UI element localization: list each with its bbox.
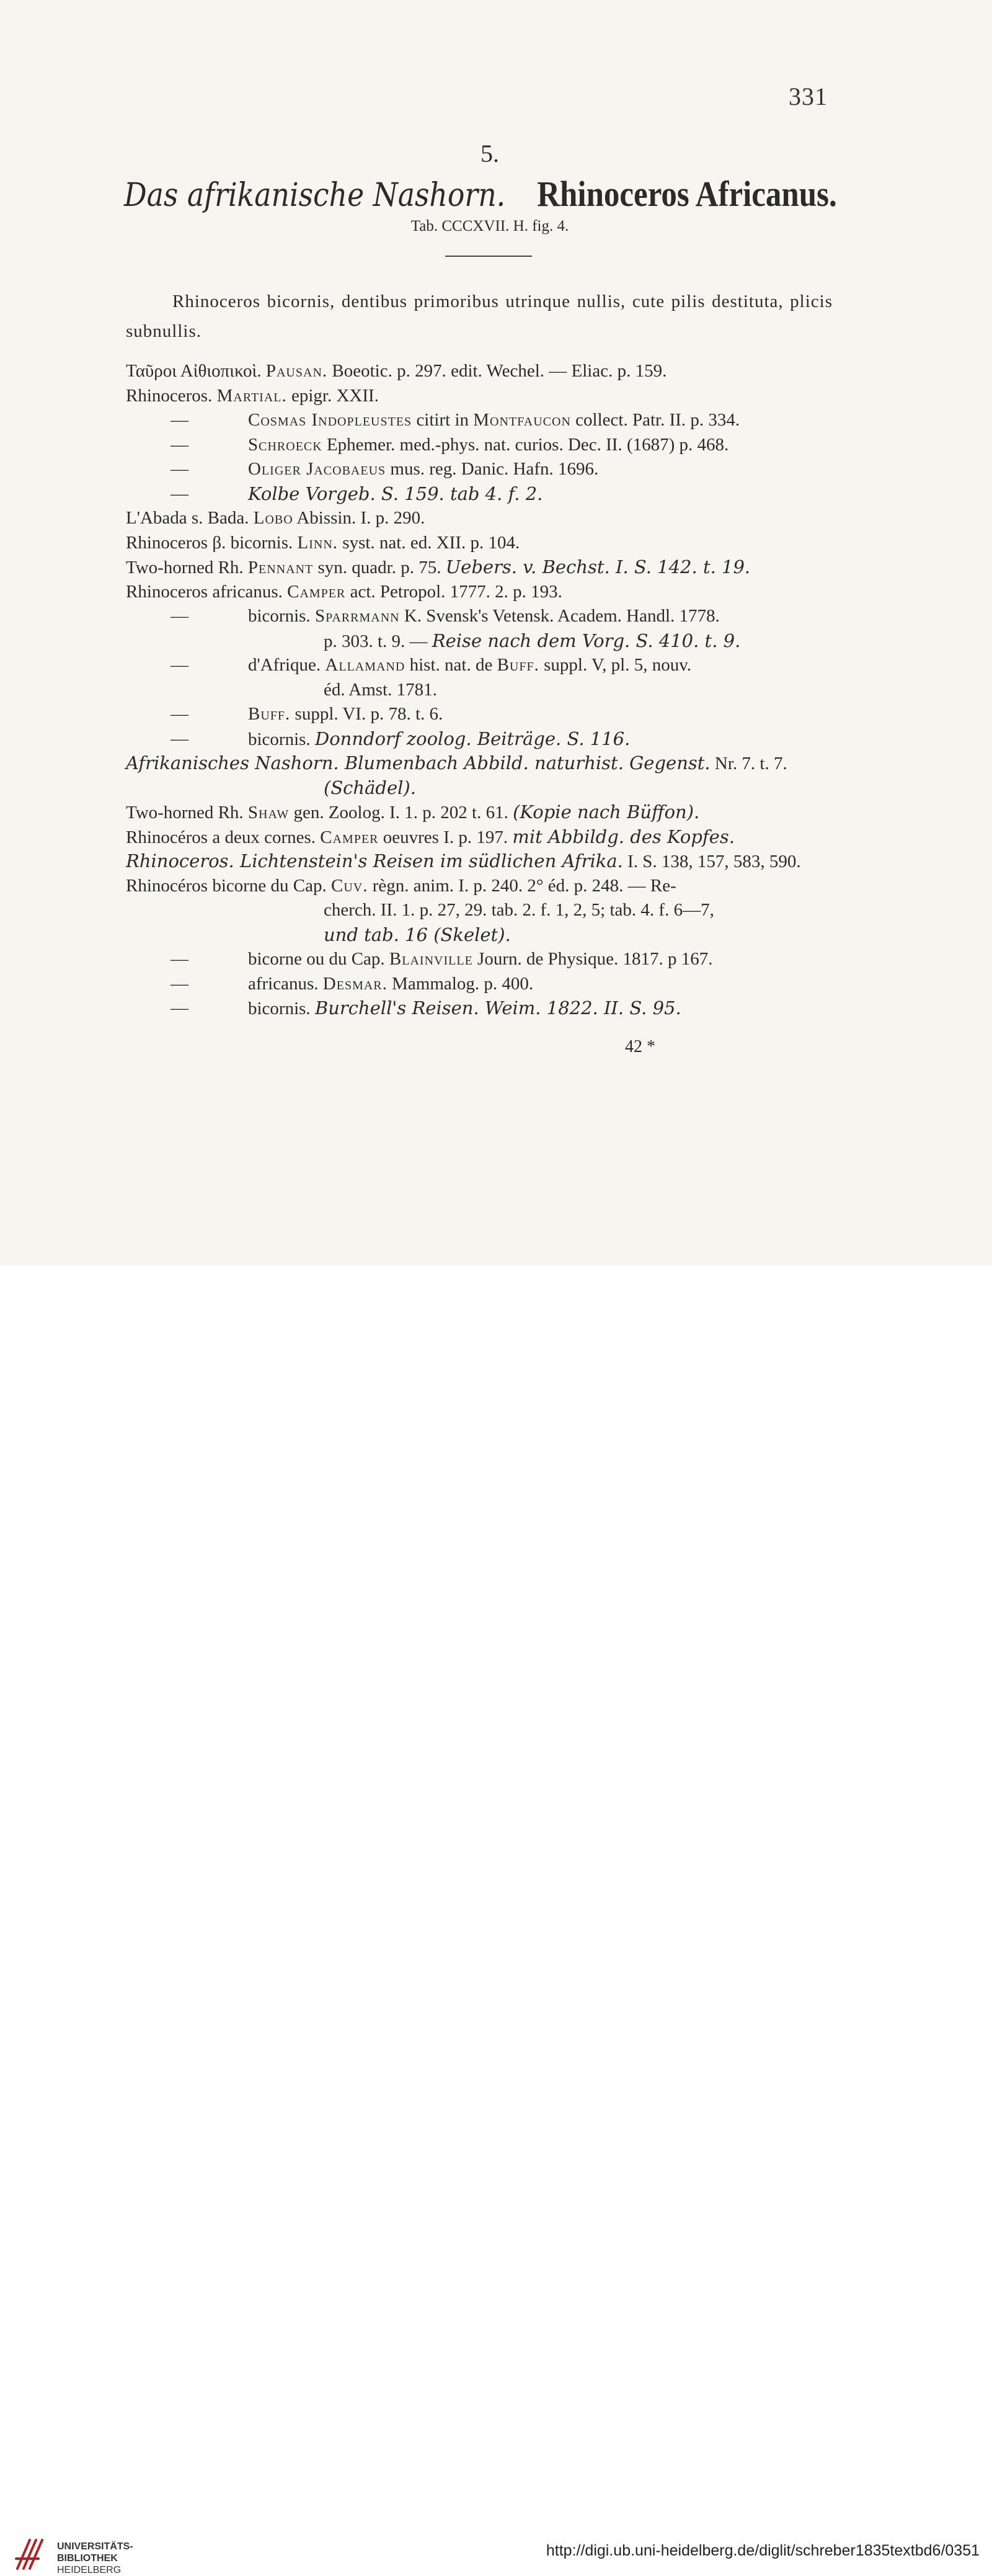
ditto-dash: —: [170, 606, 188, 626]
title-german: Das afrikanische Nashorn.: [124, 177, 506, 214]
footer-bar: [0, 1265, 992, 2575]
entry-text: mus. reg. Danic. Hafn. 1696.: [386, 459, 599, 479]
author-name: Cosmas Indopleustes: [248, 410, 412, 430]
ditto-dash: —: [170, 483, 188, 504]
synonymy-entry: [248, 996, 681, 1021]
author-name: Oliger Jacobaeus: [248, 459, 386, 479]
entry-text: Donndorf zoolog. Beiträge. S. 116.: [314, 728, 631, 749]
entry-text: éd. Amst. 1781.: [324, 679, 437, 700]
author-name: Blainville: [389, 949, 473, 969]
entry-text: Rhinoceros africanus.: [126, 581, 288, 602]
author-name: Pausan.: [265, 361, 328, 381]
entry-text: Uebers. v. Bechst. I. S. 142. t. 19.: [445, 556, 751, 577]
entry-text: suppl. V, pl. 5, nouv.: [539, 655, 692, 675]
entry-text: Journ. de Physique. 1817. p 167.: [472, 949, 713, 969]
ditto-dash: —: [170, 949, 188, 969]
author-name: Martial.: [216, 385, 287, 406]
synonymy-entry: [324, 677, 437, 702]
synonymy-entry: [126, 849, 801, 874]
main-title: [124, 174, 837, 216]
title-latin: Rhinoceros Africanus.: [537, 174, 837, 214]
entry-text: bicornis.: [248, 999, 315, 1018]
entry-text: epigr. XXII.: [286, 385, 379, 406]
entry-text: Two-horned Rh.: [126, 558, 248, 577]
entry-text: citirt in: [412, 410, 474, 430]
author-name: Shaw: [247, 803, 290, 822]
synonymy-entry: [324, 922, 511, 948]
entry-text: suppl. VI. p. 78. t. 6.: [290, 704, 443, 724]
ditto-dash: —: [170, 434, 188, 455]
synonymy-entry: [126, 555, 750, 580]
library-line-2: BIBLIOTHEK: [57, 2553, 118, 2564]
entry-text: Abissin. I. p. 290.: [293, 508, 425, 528]
species-diagnosis: [126, 287, 833, 346]
synonymy-entry: [126, 359, 666, 383]
entry-text: Mammalog. p. 400.: [387, 973, 534, 994]
source-url[interactable]: http://digi.ub.uni-heidelberg.de/diglit/schreber1835textbd6/0351: [546, 2542, 980, 2559]
signature-mark: 42 *: [625, 1037, 655, 1056]
entry-text: syst. nat. ed. XII. p. 104.: [338, 532, 520, 553]
synonymy-entry: [248, 457, 598, 481]
page-number: 331: [789, 82, 828, 110]
library-line-1: UNIVERSITÄTS-: [57, 2541, 133, 2552]
synonymy-entry: [248, 408, 740, 432]
synonymy-entry: [248, 653, 691, 677]
ditto-dash: —: [170, 704, 188, 724]
author-name: Schroeck: [248, 434, 322, 455]
author-name: Camper: [320, 827, 379, 847]
title-rule: [445, 256, 532, 257]
entry-text: africanus.: [248, 973, 323, 994]
synonymy-entry: [126, 579, 562, 604]
entry-text: syn. quadr. p. 75.: [313, 558, 446, 577]
entry-text: Ταῦροι Αἰθιοπικοὶ.: [126, 361, 266, 381]
synonymy-entry: [126, 873, 676, 898]
entry-text: Two-horned Rh.: [126, 803, 248, 822]
synonymy-entry: [324, 628, 740, 654]
entry-text: und tab. 16 (Skelet).: [324, 924, 511, 945]
synonymy-entry: [126, 800, 699, 825]
entry-text: Rhinoceros β. bicornis.: [126, 532, 298, 553]
entry-text: Burchell's Reisen. Weim. 1822. II. S. 95.: [314, 997, 681, 1018]
diagnosis-text: Rhinoceros bicornis, dentibus primoribus utrinque nullis, cute pilis destituta, plicis subnullis.: [126, 292, 833, 341]
author-name: Cuv.: [331, 875, 368, 896]
ditto-dash: —: [170, 973, 188, 994]
entry-text: Afrikanisches Nashorn. Blumenbach Abbild. naturhist. Gegenst.: [126, 752, 711, 773]
synonymy-entry: [248, 726, 630, 752]
entry-text: Rhinocéros bicorne du Cap.: [126, 875, 332, 896]
section-number: 5.: [480, 140, 499, 167]
library-name: [57, 2541, 133, 2576]
entry-text: bicorne ou du Cap.: [248, 949, 389, 969]
entry-text: (Kopie nach Büffon).: [513, 801, 700, 822]
entry-text: Kolbe Vorgeb. S. 159. tab 4. f. 2.: [248, 483, 543, 504]
author-name: Camper: [287, 581, 346, 602]
entry-text: cherch. II. 1. p. 27, 29. tab. 2. f. 1, 2, 5; tab. 4. f. 6—7,: [324, 900, 714, 920]
synonymy-entry: [248, 702, 443, 726]
entry-text: Ephemer. med.-phys. nat. curios. Dec. II. (1687) p. 468.: [322, 434, 729, 455]
entry-text: Rhinoceros.: [126, 385, 217, 406]
synonymy-entry: [248, 971, 533, 996]
author-name: Pennant: [247, 558, 314, 577]
entry-text: p. 303. t. 9. —: [324, 631, 432, 651]
entry-text: L'Abada s. Bada.: [126, 508, 254, 528]
library-logo-icon: [11, 2534, 51, 2574]
entry-text: hist. nat. de: [405, 655, 497, 675]
plate-reference: Tab. CCCXVII. H. fig. 4.: [410, 218, 569, 234]
author-name: Buff.: [497, 655, 539, 675]
library-line-3: HEIDELBERG: [57, 2565, 122, 2575]
synonymy-entry: [126, 824, 735, 850]
synonymy-entry: [126, 530, 520, 555]
author-name: Buff.: [248, 704, 291, 724]
ditto-dash: —: [170, 655, 188, 675]
entry-text: mit Abbildg. des Kopfes.: [512, 826, 735, 847]
entry-text: Boeotic. p. 297. edit. Wechel. — Eliac. p. 159.: [327, 361, 667, 381]
synonymy-entry: [126, 751, 787, 776]
scanned-page: [0, 0, 992, 1265]
entry-text: (Schädel).: [324, 777, 416, 798]
entry-text: collect. Patr. II. p. 334.: [570, 410, 740, 430]
synonymy-entry: [324, 775, 416, 801]
ditto-dash: —: [170, 728, 188, 749]
entry-text: Rhinocéros a deux cornes.: [126, 827, 321, 847]
synonymy-entry: [126, 383, 379, 408]
entry-text: gen. Zoolog. I. 1. p. 202 t. 61.: [289, 803, 513, 822]
entry-text: Rhinoceros. Lichtenstein's Reisen im südlichen Afrika.: [126, 850, 623, 871]
author-name: Desmar.: [322, 973, 388, 994]
entry-text: I. S. 138, 157, 583, 590.: [622, 852, 801, 871]
author-name: Montfaucon: [473, 410, 571, 430]
synonymy-entry: [248, 481, 542, 507]
entry-text: K. Svensk's Vetensk. Academ. Handl. 1778.: [399, 606, 720, 626]
synonymy-entry: [248, 604, 720, 628]
synonymy-entry: [248, 947, 712, 971]
entry-text: act. Petropol. 1777. 2. p. 193.: [345, 581, 562, 602]
synonymy-entry: [324, 898, 714, 922]
author-name: Allamand: [325, 655, 405, 675]
entry-text: bicornis.: [248, 729, 315, 749]
ditto-dash: —: [170, 410, 188, 430]
synonymy-entry: [126, 506, 425, 530]
author-name: Sparrmann: [314, 606, 400, 626]
entry-text: bicornis.: [248, 606, 315, 626]
entry-text: Reise nach dem Vorg. S. 410. t. 9.: [432, 630, 741, 651]
entry-text: règn. anim. I. p. 240. 2° éd. p. 248. — Re-: [368, 875, 676, 896]
ditto-dash: —: [170, 459, 188, 479]
entry-text: oeuvres I. p. 197.: [378, 827, 513, 847]
author-name: Linn.: [297, 532, 339, 553]
entry-text: Nr. 7. t. 7.: [710, 754, 787, 773]
synonymy-entry: [248, 432, 728, 457]
entry-text: d'Afrique.: [248, 655, 326, 675]
author-name: Lobo: [253, 508, 293, 528]
ditto-dash: —: [170, 998, 188, 1018]
